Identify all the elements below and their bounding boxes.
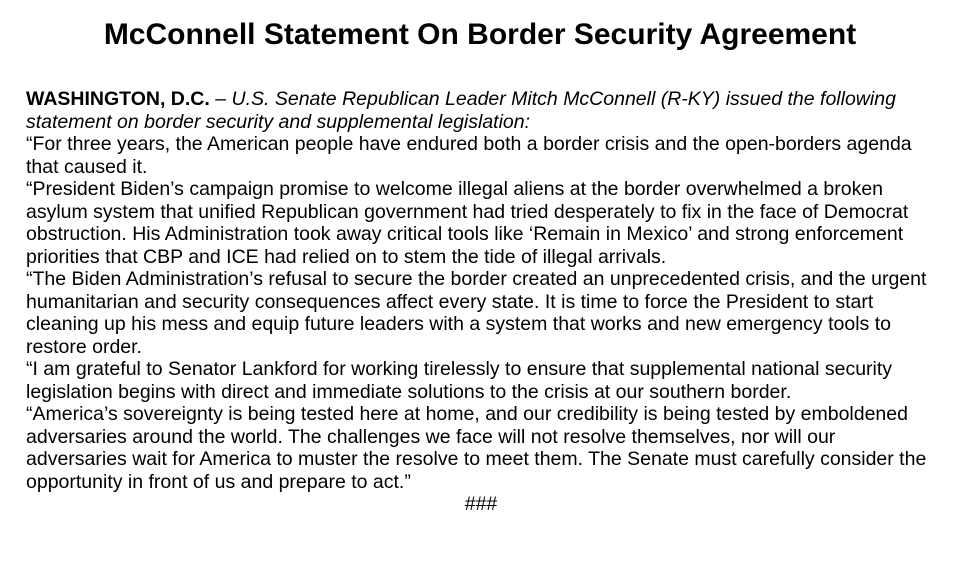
intro-text: U.S. Senate Republican Leader Mitch McConnell (R-KY) issued the following statement on border security and supplemental legislation: xyxy=(26,88,896,133)
statement-paragraph: “I am grateful to Senator Lankford for working tirelessly to ensure that supplemental national security legislation begins with direct and immediate solutions to the crisis at our southern border. xyxy=(26,358,893,403)
statement-paragraph: “The Biden Administration’s refusal to secure the border created an unprecedented crisis, and the urgent humanitarian and security consequences affect every state. It is time to force the President to start cleaning up his mess and equip future leaders with a system that works and new emergency tools to restore order. xyxy=(26,268,927,358)
dateline-dash: – xyxy=(209,88,232,110)
page-title: McConnell Statement On Border Security Agreement xyxy=(103,18,857,51)
end-mark: ### xyxy=(464,493,498,515)
statement-paragraph: “For three years, the American people have endured both a border crisis and the open-borders agenda that caused it. xyxy=(26,133,912,178)
statement-paragraph: “President Biden’s campaign promise to welcome illegal aliens at the border overwhelmed a broken asylum system that unified Republican government had tried desperately to fix in the face of Democrat obstruction. His Administration took away critical tools like ‘Remain in Mexico’ and strong enforcement priorities that CBP and ICE had relied on to stem the tide of illegal arrivals. xyxy=(26,178,909,268)
dateline: WASHINGTON, D.C. xyxy=(26,88,210,110)
intro-paragraph xyxy=(26,88,936,133)
statement-paragraph: “America’s sovereignty is being tested here at home, and our credibility is being tested by emboldened adversaries around the world. The challenges we face will not resolve themselves, nor will our adversaries wait for America to muster the resolve to meet them. The Senate must carefully consider the opportunity in front of us and prepare to act.” xyxy=(26,403,927,493)
statement-body xyxy=(26,88,936,516)
